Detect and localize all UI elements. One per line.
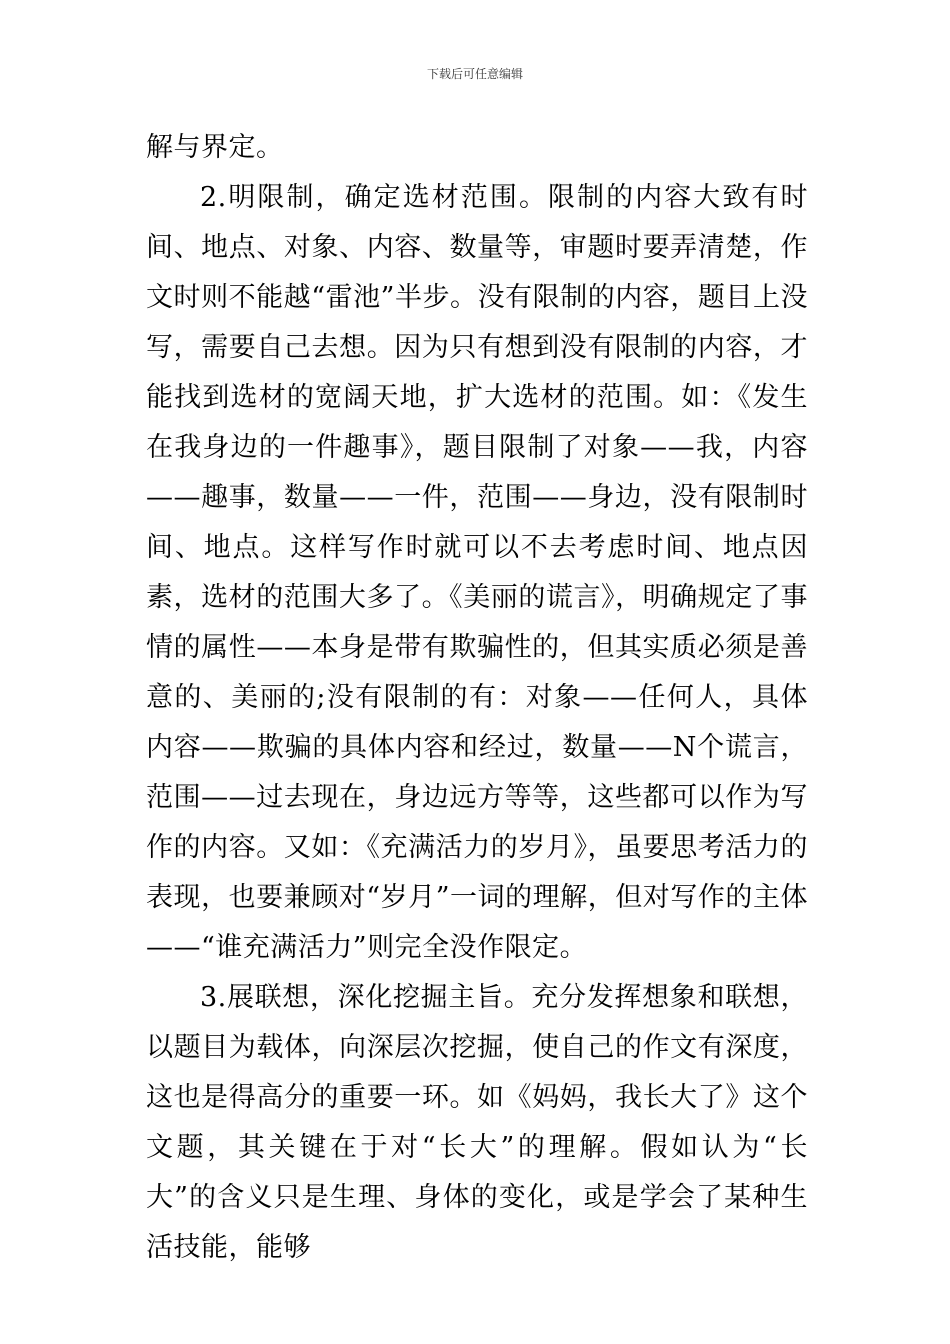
page-header: 下载后可任意编辑 <box>426 67 523 81</box>
paragraph-point-2: 2.明限制，确定选材范围。限制的内容大致有时间、地点、对象、内容、数量等，审题时要弄清楚，作文时则不能越“雷池”半步。没有限制的内容，题目上没写，需要自己去想。因为只有想到没有限制的内容，才能找到选材的宽阔天地，扩大选材的范围。如：《发生在我身边的一件趣事》，题目限制了对象——我，内容——趣事，数量——一件，范围——身边，没有限制时间、地点。这样写作时就可以不去考虑时间、地点因素，选材的范围大多了。《美丽的谎言》，明确规定了事情的属性——本身是带有欺骗性的，但其实质必须是善意的、美丽的;没有限制的有：对象——任何人，具体内容——欺骗的具体内容和经过，数量——N个谎言，范围——过去现在，身边远方等等，这些都可以作为写作的内容。又如：《充满活力的岁月》，虽要思考活力的表现，也要兼顾对“岁月”一词的理解，但对写作的主体——“谁充满活力”则完全没作限定。 <box>146 182 808 963</box>
paragraph-point-3: 3.展联想，深化挖掘主旨。充分发挥想象和联想，以题目为载体，向深层次挖掘，使自己的作文有深度，这也是得高分的重要一环。如《妈妈，我长大了》这个文题，其关键在于对“长大”的理解。假如认为“长大”的含义只是生理、身体的变化，或是学会了某种生活技能，能够 <box>146 982 808 1263</box>
paragraph-continuation: 解与界定。 <box>146 132 284 163</box>
document-body <box>146 123 808 1273</box>
